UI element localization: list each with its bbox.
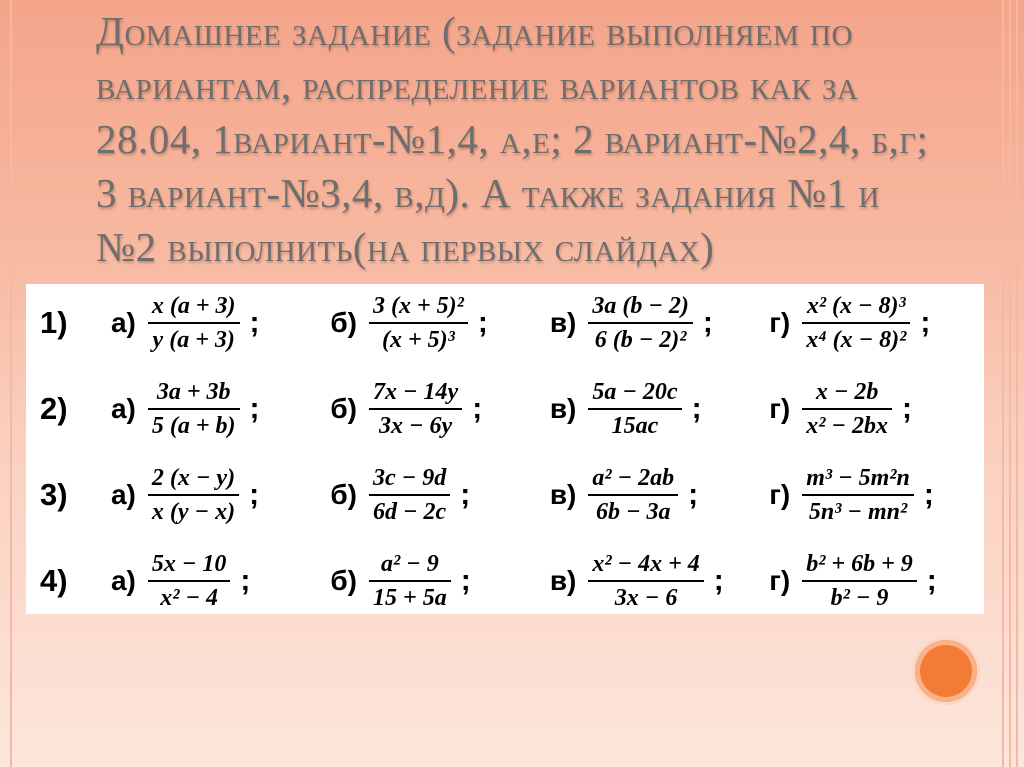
fraction-numerator: a² − 9	[380, 551, 439, 577]
exercise-item	[330, 292, 549, 354]
exercise-row	[26, 280, 984, 366]
separator: ;	[249, 306, 260, 339]
fraction-bar	[588, 494, 678, 496]
fraction-denominator: 6 (b − 2)²	[594, 327, 687, 353]
fraction-denominator: 15ac	[611, 413, 659, 439]
fraction-numerator: a² − 2ab	[592, 465, 675, 491]
fraction-denominator: x² − 4	[160, 585, 219, 611]
separator: ;	[249, 392, 260, 425]
exercise-item	[111, 292, 330, 354]
fraction	[369, 378, 462, 440]
item-letter: б)	[330, 479, 358, 510]
separator: ;	[249, 478, 260, 511]
fraction	[148, 464, 239, 526]
exercise-item	[330, 378, 549, 440]
fraction-bar	[148, 408, 240, 410]
fraction	[588, 464, 678, 526]
fraction-bar	[802, 580, 917, 582]
exercise-item	[769, 550, 984, 612]
fraction-numerator: m³ − 5m²n	[806, 465, 910, 491]
separator: ;	[713, 564, 724, 597]
item-letter: а)	[110, 565, 136, 596]
exercise-item	[330, 550, 549, 612]
fraction	[148, 550, 231, 612]
exercise-item	[111, 378, 330, 440]
fraction-numerator: x² − 4x + 4	[592, 551, 700, 577]
fraction	[148, 292, 240, 354]
fraction-denominator: 5n³ − mn²	[808, 499, 908, 525]
fraction-numerator: 3 (x + 5)²	[373, 293, 464, 319]
exercise-row	[26, 538, 984, 624]
exercise-item	[330, 464, 549, 526]
item-letter: б)	[330, 393, 358, 424]
fraction-numerator: 7x − 14y	[373, 379, 459, 405]
separator: ;	[691, 392, 702, 425]
fraction-bar	[148, 580, 231, 582]
exercise-table	[26, 284, 984, 614]
exercise-item	[769, 378, 984, 440]
separator: ;	[926, 564, 937, 597]
exercise-item	[550, 378, 769, 440]
fraction-numerator: 2 (x − y)	[151, 465, 236, 491]
item-letter: а)	[110, 307, 136, 338]
item-letter: г)	[769, 479, 791, 510]
fraction-denominator: (x + 5)³	[382, 327, 455, 353]
fraction-bar	[588, 322, 693, 324]
fraction-bar	[802, 408, 892, 410]
fraction	[588, 292, 693, 354]
fraction-numerator: x − 2b	[815, 379, 879, 405]
fraction-denominator: 15 + 5a	[373, 585, 447, 611]
fraction-numerator: x² (x − 8)³	[806, 293, 906, 319]
row-number: 3)	[40, 477, 68, 512]
fraction-numerator: 5a − 20c	[592, 379, 678, 405]
separator: ;	[688, 478, 699, 511]
separator: ;	[460, 564, 471, 597]
frame-line-left	[10, 0, 12, 767]
fraction	[369, 292, 468, 354]
separator: ;	[920, 306, 931, 339]
fraction-bar	[369, 494, 450, 496]
exercise-item	[550, 464, 769, 526]
fraction	[802, 378, 892, 440]
fraction-denominator: b² − 9	[830, 585, 889, 611]
fraction-numerator: 3a (b − 2)	[592, 293, 689, 319]
separator: ;	[477, 306, 488, 339]
row-number: 4)	[40, 563, 68, 598]
fraction-numerator: b² + 6b + 9	[806, 551, 913, 577]
item-letter: в)	[549, 479, 577, 510]
fraction-denominator: x⁴ (x − 8)²	[806, 327, 907, 353]
fraction-bar	[369, 322, 468, 324]
item-letter: б)	[330, 307, 358, 338]
fraction-numerator: 5x − 10	[151, 551, 227, 577]
frame-line-right-3	[1016, 0, 1018, 767]
exercise-item	[769, 464, 984, 526]
fraction-bar	[369, 408, 462, 410]
fraction-bar	[588, 408, 681, 410]
slide-title: Домашнее задание (задание выполняем по вариантам, распределение вариантов как за 28.04, 1вариант-№1,4, а,е; 2 вариант-№2,4, б,г; 3 вариант-№3,4, в,д). А также задания №1 и №2 выполнить(на первых слайдах)	[96, 8, 929, 270]
row-number: 2)	[40, 391, 68, 426]
fraction-denominator: 6d − 2c	[373, 499, 447, 525]
exercise-row	[26, 366, 984, 452]
fraction-denominator: 3x − 6y	[379, 413, 453, 439]
item-letter: в)	[549, 565, 577, 596]
fraction-bar	[148, 494, 239, 496]
fraction	[588, 378, 681, 440]
fraction	[802, 550, 917, 612]
fraction-numerator: 3a + 3b	[156, 379, 231, 405]
fraction-denominator: y (a + 3)	[152, 327, 235, 353]
separator: ;	[240, 564, 251, 597]
frame-line-right-1	[1002, 0, 1004, 767]
fraction-denominator: x² − 2bx	[806, 413, 888, 439]
fraction	[369, 550, 451, 612]
exercise-row	[26, 452, 984, 538]
exercise-item	[550, 292, 769, 354]
fraction-denominator: x (y − x)	[151, 499, 236, 525]
fraction	[369, 464, 450, 526]
fraction-bar	[802, 494, 914, 496]
fraction-bar	[369, 580, 451, 582]
frame-line-right-2	[1009, 0, 1011, 767]
fraction	[148, 378, 240, 440]
item-letter: а)	[110, 393, 136, 424]
item-letter: б)	[330, 565, 358, 596]
exercise-item	[111, 550, 330, 612]
separator: ;	[460, 478, 471, 511]
separator: ;	[472, 392, 483, 425]
exercise-item	[550, 550, 769, 612]
separator: ;	[923, 478, 934, 511]
item-letter: г)	[769, 565, 791, 596]
item-letter: г)	[769, 307, 791, 338]
fraction-denominator: 6b − 3a	[595, 499, 671, 525]
fraction-numerator: 3c − 9d	[373, 465, 447, 491]
separator: ;	[702, 306, 713, 339]
separator: ;	[901, 392, 912, 425]
row-number: 1)	[40, 305, 68, 340]
item-letter: в)	[549, 393, 577, 424]
fraction	[802, 464, 914, 526]
item-letter: а)	[110, 479, 136, 510]
decorative-circle	[915, 640, 977, 702]
exercise-item	[111, 464, 330, 526]
fraction-bar	[802, 322, 910, 324]
exercise-item	[769, 292, 984, 354]
item-letter: г)	[769, 393, 791, 424]
fraction-denominator: 5 (a + b)	[151, 413, 236, 439]
fraction-bar	[148, 322, 240, 324]
fraction	[802, 292, 910, 354]
fraction-numerator: x (a + 3)	[151, 293, 236, 319]
fraction-bar	[588, 580, 703, 582]
fraction	[588, 550, 703, 612]
item-letter: в)	[549, 307, 577, 338]
fraction-denominator: 3x − 6	[614, 585, 678, 611]
